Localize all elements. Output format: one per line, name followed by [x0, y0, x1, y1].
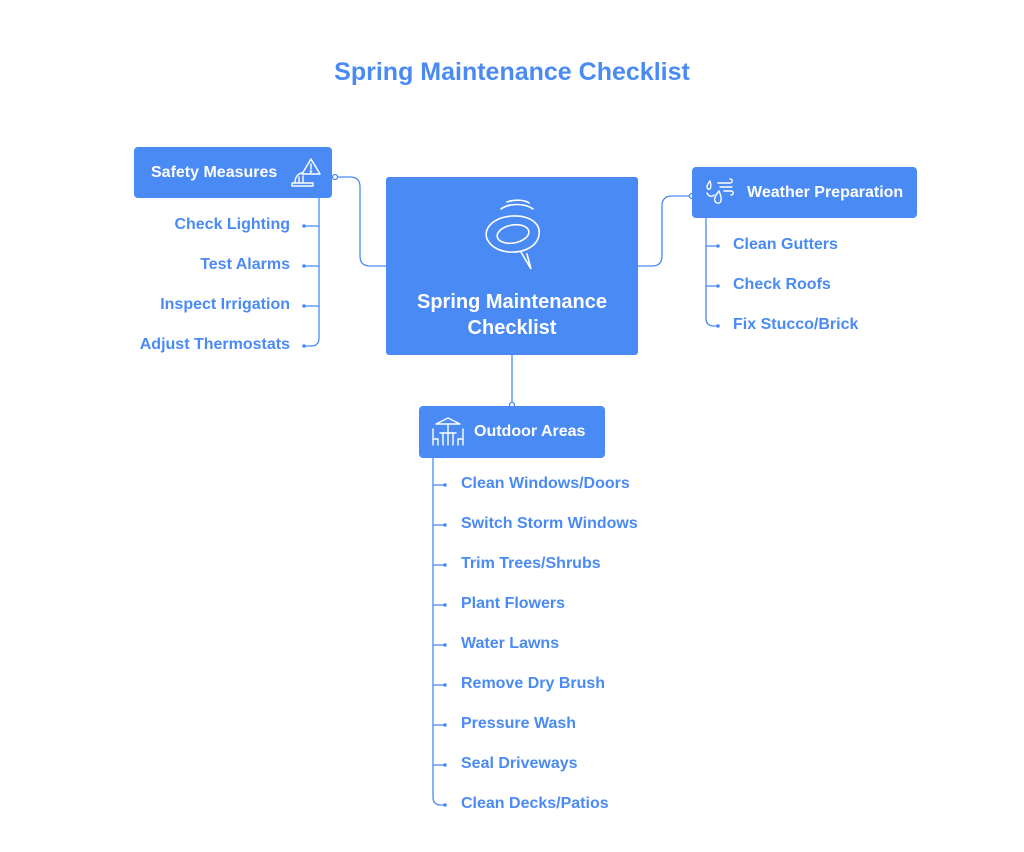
central-topic-line-1: Spring Maintenance	[416, 291, 608, 313]
list-item: Adjust Thermostats	[139, 336, 290, 353]
list-item: Trim Trees/Shrubs	[461, 555, 601, 572]
central-topic-line-2: Checklist	[467, 317, 557, 339]
central-topic	[386, 177, 638, 355]
list-item: Pressure Wash	[461, 715, 577, 732]
list-item: Switch Storm Windows	[461, 515, 638, 532]
page-title: Spring Maintenance Checklist	[334, 58, 690, 86]
category-safety-measures	[134, 147, 332, 198]
list-item: Fix Stucco/Brick	[733, 316, 859, 333]
list-item: Plant Flowers	[461, 595, 566, 612]
list-item: Clean Windows/Doors	[461, 475, 630, 492]
list-item: Clean Decks/Patios	[461, 795, 609, 812]
list-item: Check Lighting	[174, 216, 290, 233]
list-item: Water Lawns	[461, 635, 560, 652]
category-label: Safety Measures	[151, 163, 278, 181]
list-item: Test Alarms	[200, 256, 290, 273]
patio-table-icon	[431, 415, 465, 449]
category-label: Weather Preparation	[747, 183, 904, 201]
category-weather-preparation	[692, 167, 917, 218]
category-label: Outdoor Areas	[474, 423, 586, 440]
list-item: Seal Driveways	[461, 755, 578, 772]
rain-wind-icon	[704, 177, 736, 209]
list-item: Check Roofs	[733, 276, 831, 293]
list-item: Inspect Irrigation	[160, 296, 290, 313]
list-item: Clean Gutters	[733, 236, 838, 253]
list-item: Remove Dry Brush	[461, 675, 606, 692]
hard-hat-warning-icon	[289, 157, 323, 189]
category-outdoor-areas	[419, 406, 605, 458]
chat-bubble-icon	[479, 199, 545, 273]
